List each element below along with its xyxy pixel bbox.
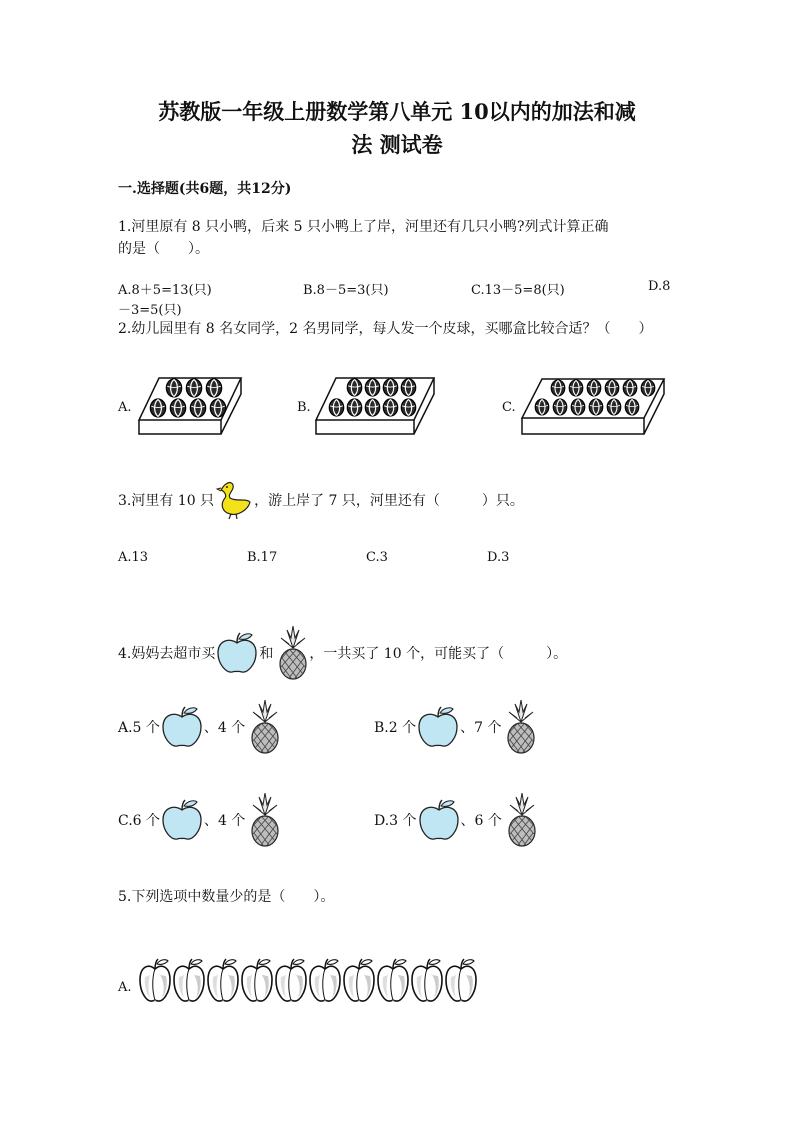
apple-icon <box>417 798 461 842</box>
q1-option-a[interactable]: A.8＋5=13(只) <box>118 283 212 298</box>
q4-option-d-label: D.3 个 <box>374 813 417 829</box>
q4-option-b-label: B.2 个 <box>374 720 417 736</box>
q1-option-d[interactable]: D.8 <box>648 279 671 294</box>
apple-icon <box>160 798 204 842</box>
apple-outline-icon <box>240 955 274 1005</box>
apple-outline-icon <box>172 955 206 1005</box>
apple-outline-icon <box>444 955 478 1005</box>
apple-outline-icon <box>308 955 342 1005</box>
section-heading: 一.选择题(共6题，共12分) <box>118 181 292 197</box>
apple-icon <box>160 705 204 749</box>
q4-option-a-sep: 、4 个 <box>203 720 246 736</box>
q2-option-c-label[interactable]: C. <box>502 400 516 415</box>
apple-outline-icon <box>376 955 410 1005</box>
apple-outline-icon <box>274 955 308 1005</box>
q3-option-b[interactable]: B.17 <box>247 550 278 565</box>
apple-outline-icon <box>342 955 376 1005</box>
page-title <box>100 95 694 161</box>
q4-option-b[interactable] <box>374 700 537 754</box>
q5-text: 5.下列选项中数量少的是（ ）。 <box>118 889 335 905</box>
q5-option-a-apples[interactable] <box>138 955 478 1005</box>
q4-option-a[interactable] <box>118 700 281 754</box>
q1-option-d-continued: －3=5(只) <box>118 303 182 318</box>
ball-box-c-image[interactable] <box>520 376 668 438</box>
pineapple-icon <box>277 626 309 680</box>
q4-option-b-sep: 、7 个 <box>460 720 502 736</box>
q3-option-a[interactable]: A.13 <box>118 550 149 565</box>
pineapple-icon <box>505 700 537 754</box>
apple-icon <box>416 705 460 749</box>
q2-option-a-label[interactable]: A. <box>118 400 132 415</box>
apple-outline-icon <box>206 955 240 1005</box>
q4-option-c[interactable] <box>118 793 281 847</box>
q4-option-d-sep: 、6 个 <box>460 813 502 829</box>
q3-option-c[interactable]: C.3 <box>366 550 388 565</box>
q4-text <box>118 626 567 680</box>
ball-box-b-image[interactable] <box>314 374 438 440</box>
apple-outline-icon <box>410 955 444 1005</box>
apple-outline-icon <box>138 955 172 1005</box>
q3-text-after: ，游上岸了 7 只，河里还有（ ）只。 <box>254 493 524 509</box>
title-line-2: 法 测试卷 <box>351 132 443 157</box>
q4-text-before: 4.妈妈去超市买 <box>118 646 216 662</box>
q3-text <box>118 480 524 520</box>
q3-text-before: 3.河里有 10 只 <box>118 493 215 509</box>
q4-option-a-label: A.5 个 <box>118 720 160 736</box>
q4-text-after: ，一共买了 10 个，可能买了（ ）。 <box>309 646 568 662</box>
q4-option-c-sep: 、4 个 <box>204 813 246 829</box>
ball-box-a-image[interactable] <box>137 372 245 440</box>
pineapple-icon <box>249 793 281 847</box>
q1-option-b[interactable]: B.8－5=3(只) <box>303 283 389 298</box>
q1-line-2: 的是（ ）。 <box>118 241 209 257</box>
q2-option-b-label[interactable]: B. <box>297 400 311 415</box>
q5-option-a-label[interactable]: A. <box>118 980 132 995</box>
q4-option-d[interactable] <box>374 793 538 847</box>
q4-text-mid: 和 <box>259 646 274 662</box>
pineapple-icon <box>249 700 281 754</box>
q3-option-d[interactable]: D.3 <box>487 550 510 565</box>
pineapple-icon <box>506 793 538 847</box>
q1-option-c[interactable]: C.13－5=8(只) <box>471 283 565 298</box>
q1-line-1: 1.河里原有 8 只小鸭，后来 5 只小鸭上了岸，河里还有几只小鸭?列式计算正确 <box>118 219 609 235</box>
q2-text: 2.幼儿园里有 8 名女同学，2 名男同学，每人发一个皮球，买哪盒比较合适？（ ） <box>118 321 653 337</box>
apple-icon <box>215 631 259 675</box>
title-line-1: 苏教版一年级上册数学第八单元 10以内的加法和减 <box>158 99 636 124</box>
q4-option-c-label: C.6 个 <box>118 813 161 829</box>
duck-icon <box>216 480 252 520</box>
